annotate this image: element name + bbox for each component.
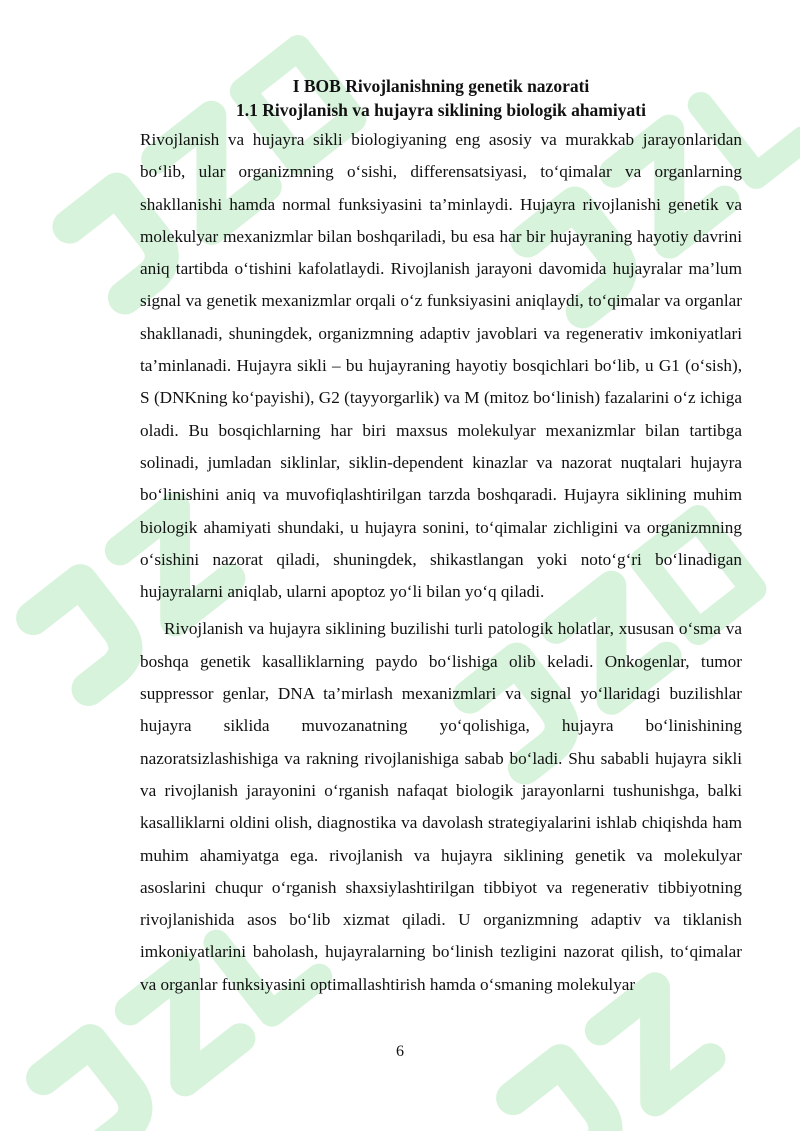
- document-page: [140, 74, 742, 1001]
- body-paragraph-1: Rivojlanish va hujayra sikli biologiyaning eng asosiy va murakkab jarayonlaridan bo‘lib, ular organizmning o‘sishi, differensatsiyasi, to‘qimalar va organlarning shakllanishi hamda normal funksiyasini ta’minlaydi. Hujayra rivojlanishi genetik va molekulyar mexanizmlar bilan boshqariladi, bu esa har bir hujayraning hayotiy davrini aniq tartibda o‘tishini kafolatlaydi. Rivojlanish jarayoni davomida hujayralar ma’lum signal va genetik mexanizmlar orqali o‘z funksiyasini aniqlaydi, to‘qimalar va organlar shakllanadi, shuningdek, organizmning adaptiv javoblari va regenerativ imkoniyatlari ta’minlanadi. Hujayra sikli – bu hujayraning hayotiy bosqichlari bo‘lib, u G1 (o‘sish), S (DNKning ko‘payishi), G2 (tayyorgarlik) va M (mitoz bo‘linish) fazalarini o‘z ichiga oladi. Bu bosqichlarning har biri maxsus molekulyar mexanizmlar bilan tartibga solinadi, jumladan siklinlar, siklin-dependent kinazlar va nazorat nuqtalari hujayra bo‘linishini aniq va muvofiqlashtirilgan tarzda boshqaradi. Hujayra siklining muhim biologik ahamiyati shundaki, u hujayra sonini, to‘qimalar zichligini va organizmning o‘sishini nazorat qiladi, shuningdek, shikastlangan yoki noto‘g‘ri bo‘linadigan hujayralarni aniqlab, ularni apoptoz yo‘li bilan yo‘q qiladi.: [140, 130, 742, 602]
- body-paragraph-2: Rivojlanish va hujayra siklining buzilishi turli patologik holatlar, xususan o‘sma va boshqa genetik kasalliklarning paydo bo‘lishiga olib keladi. Onkogenlar, tumor suppressor genlar, DNA ta’mirlash mexanizmlari va signal yo‘llaridagi buzilishlar hujayra siklida muvozanatning yo‘qolishiga, hujayra bo‘linishining nazoratsizlashishiga va rakning rivojlanishiga sabab bo‘ladi. Shu sababli hujayra sikli va rivojlanish jarayonini o‘rganish nafaqat biologik jarayonlarni tushunishga, balki kasalliklarni oldini olish, diagnostika va davolash strategiyalarini ishlab chiqishda ham muhim ahamiyatga ega. rivojlanish va hujayra siklining genetik va molekulyar asoslarini chuqur o‘rganish shaxsiylashtirilgan tibbiyot va regenerativ tibbiyotning rivojlanishida asos bo‘lib xizmat qiladi. U organizmning adaptiv va tiklanish imkoniyatlarini baholash, hujayralarning bo‘linish tezligini nazorat qilish, to‘qimalar va organlar funksiyasini optimallashtirish hamda o‘smaning molekulyar: [140, 619, 742, 994]
- page-number: 6: [396, 1043, 404, 1060]
- chapter-title: I BOB Rivojlanishning genetik nazorati: [292, 76, 590, 96]
- section-title: 1.1 Rivojlanish va hujayra siklining biologik ahamiyati: [236, 100, 646, 120]
